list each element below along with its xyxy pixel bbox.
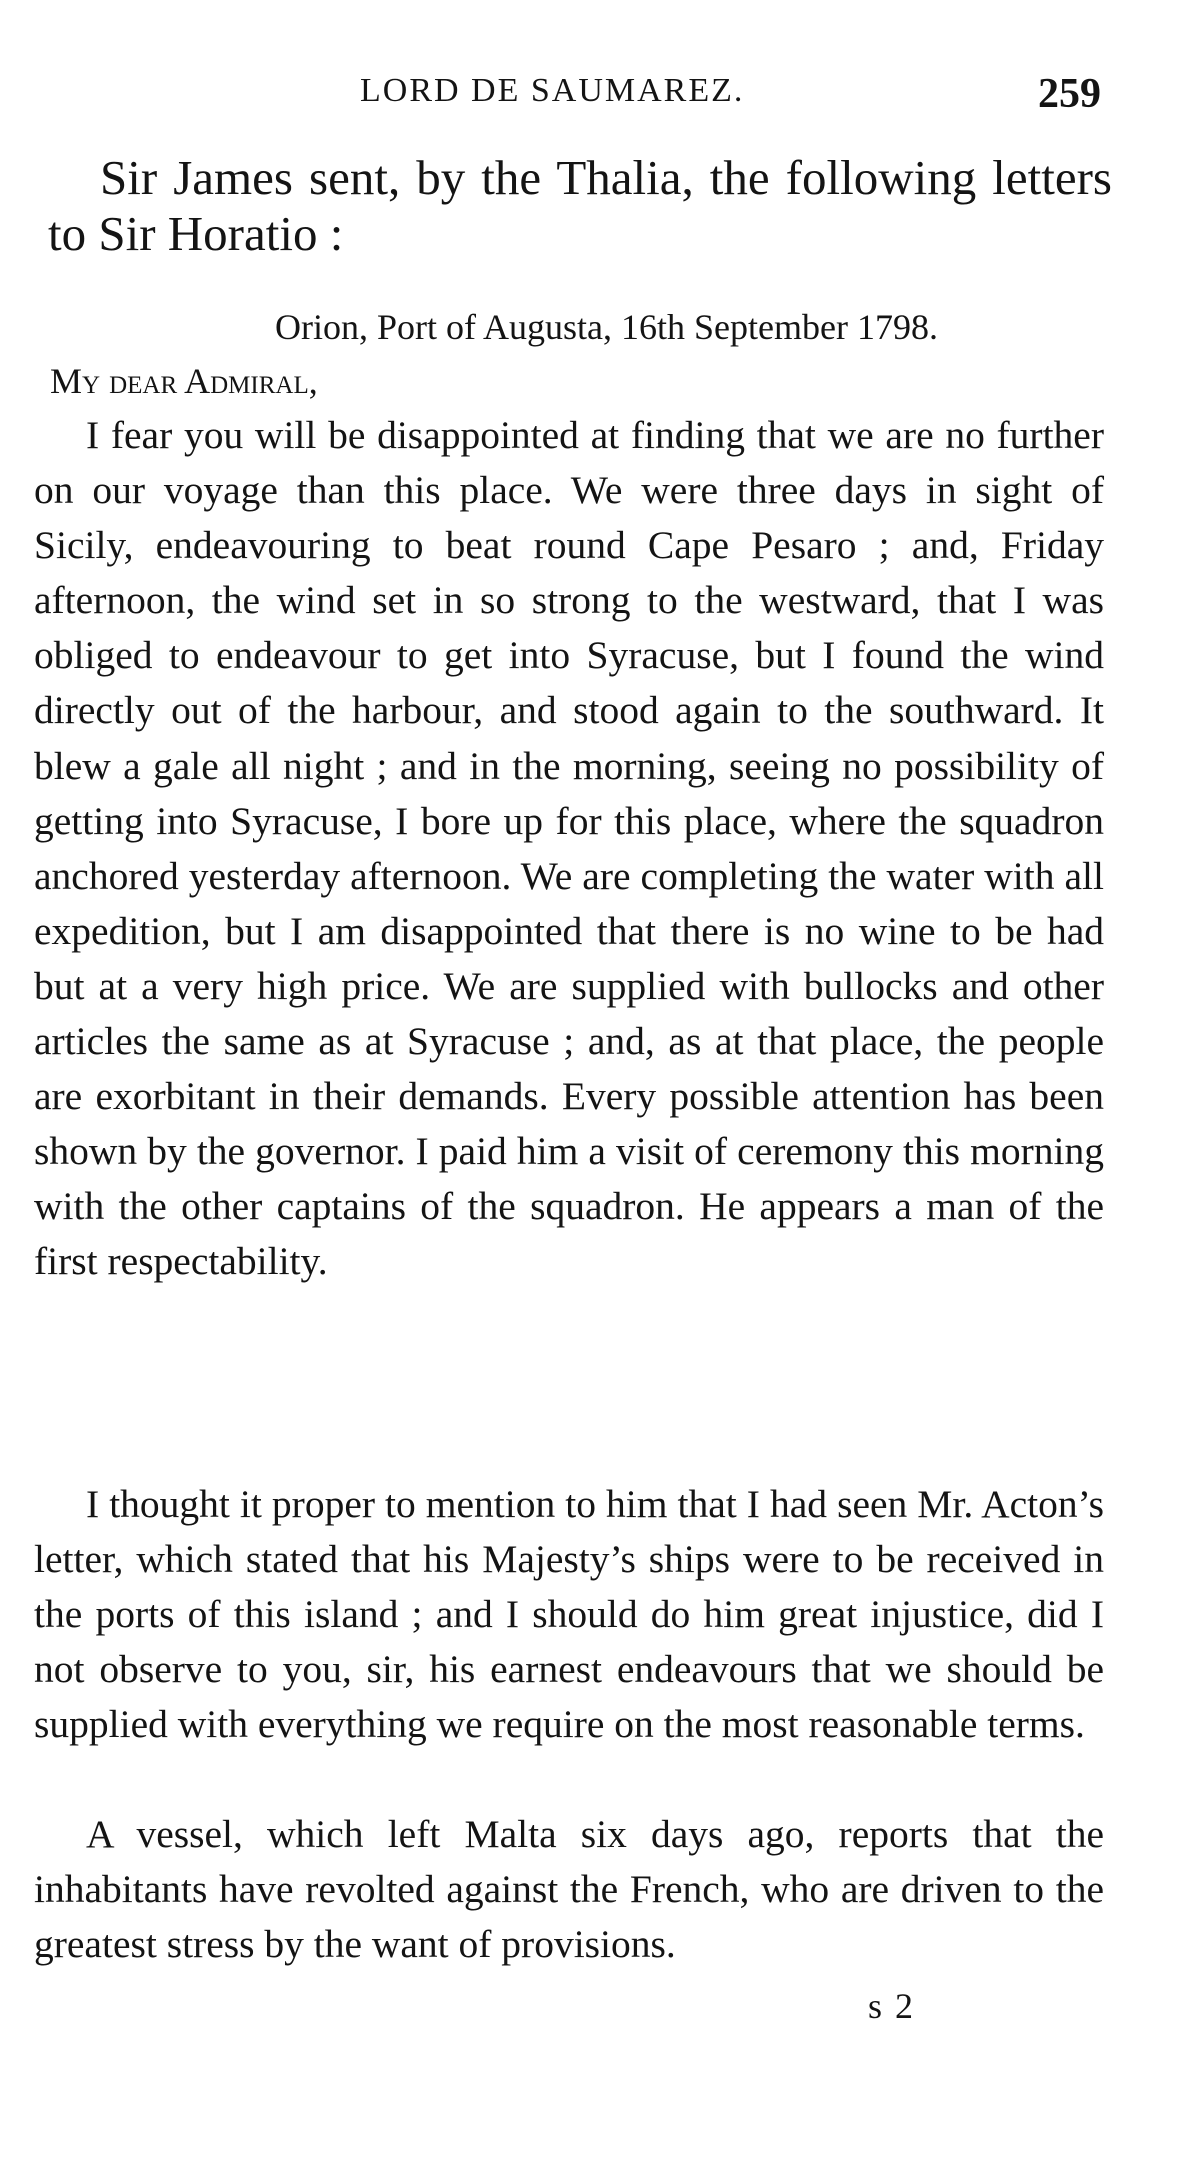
intro-sentence: Sir James sent, by the Thalia, the following letters to Sir Horatio : <box>48 150 1112 261</box>
letter-dateline: Orion, Port of Augusta, 16th September 1798. <box>275 307 938 347</box>
page-number: 259 <box>1038 71 1101 117</box>
letter-paragraph: A vessel, which left Malta six days ago, reports that the inhabitants have revolted against the French, who are driven to the greatest stress by the want of provisions. <box>34 1812 1104 1967</box>
running-title: LORD DE SAUMAREZ. <box>360 72 745 109</box>
page-header <box>0 70 1204 130</box>
signature-mark: s 2 <box>868 1986 916 2026</box>
letter-paragraph: I fear you will be disappointed at finding that we are no further on our voyage than this place. We were three days in sight of Sicily, endeavouring to beat round Cape Pesaro ; and, Friday afternoon, the wind set in so strong to the westward, that I was obliged to endeavour to get into Syracuse, but I found the wind directly out of the harbour, and stood again to the southward. It blew a gale all night ; and in the morning, seeing no possibility of getting into Syracuse, I bore up for this place, where the squadron anchored yesterday afternoon. We are completing the water with all expedition, but I am disappointed that there is no wine to be had but at a very high price. We are supplied with bullocks and other articles the same as at Syracuse ; and, as at that place, the people are exorbitant in their demands. Every possible attention has been shown by the governor. I paid him a visit of ceremony this morning with the other captains of the squadron. He appears a man of the first respectability. <box>34 413 1104 1284</box>
letter-salutation: My dear Admiral, <box>50 361 318 401</box>
letter-paragraph: I thought it proper to mention to him that I had seen Mr. Acton’s letter, which stated that his Majesty’s ships were to be received in the ports of this island ; and I should do him great injustice, did I not observe to you, sir, his earnest endeavours that we should be supplied with everything we require on the most reasonable terms. <box>34 1482 1104 1747</box>
